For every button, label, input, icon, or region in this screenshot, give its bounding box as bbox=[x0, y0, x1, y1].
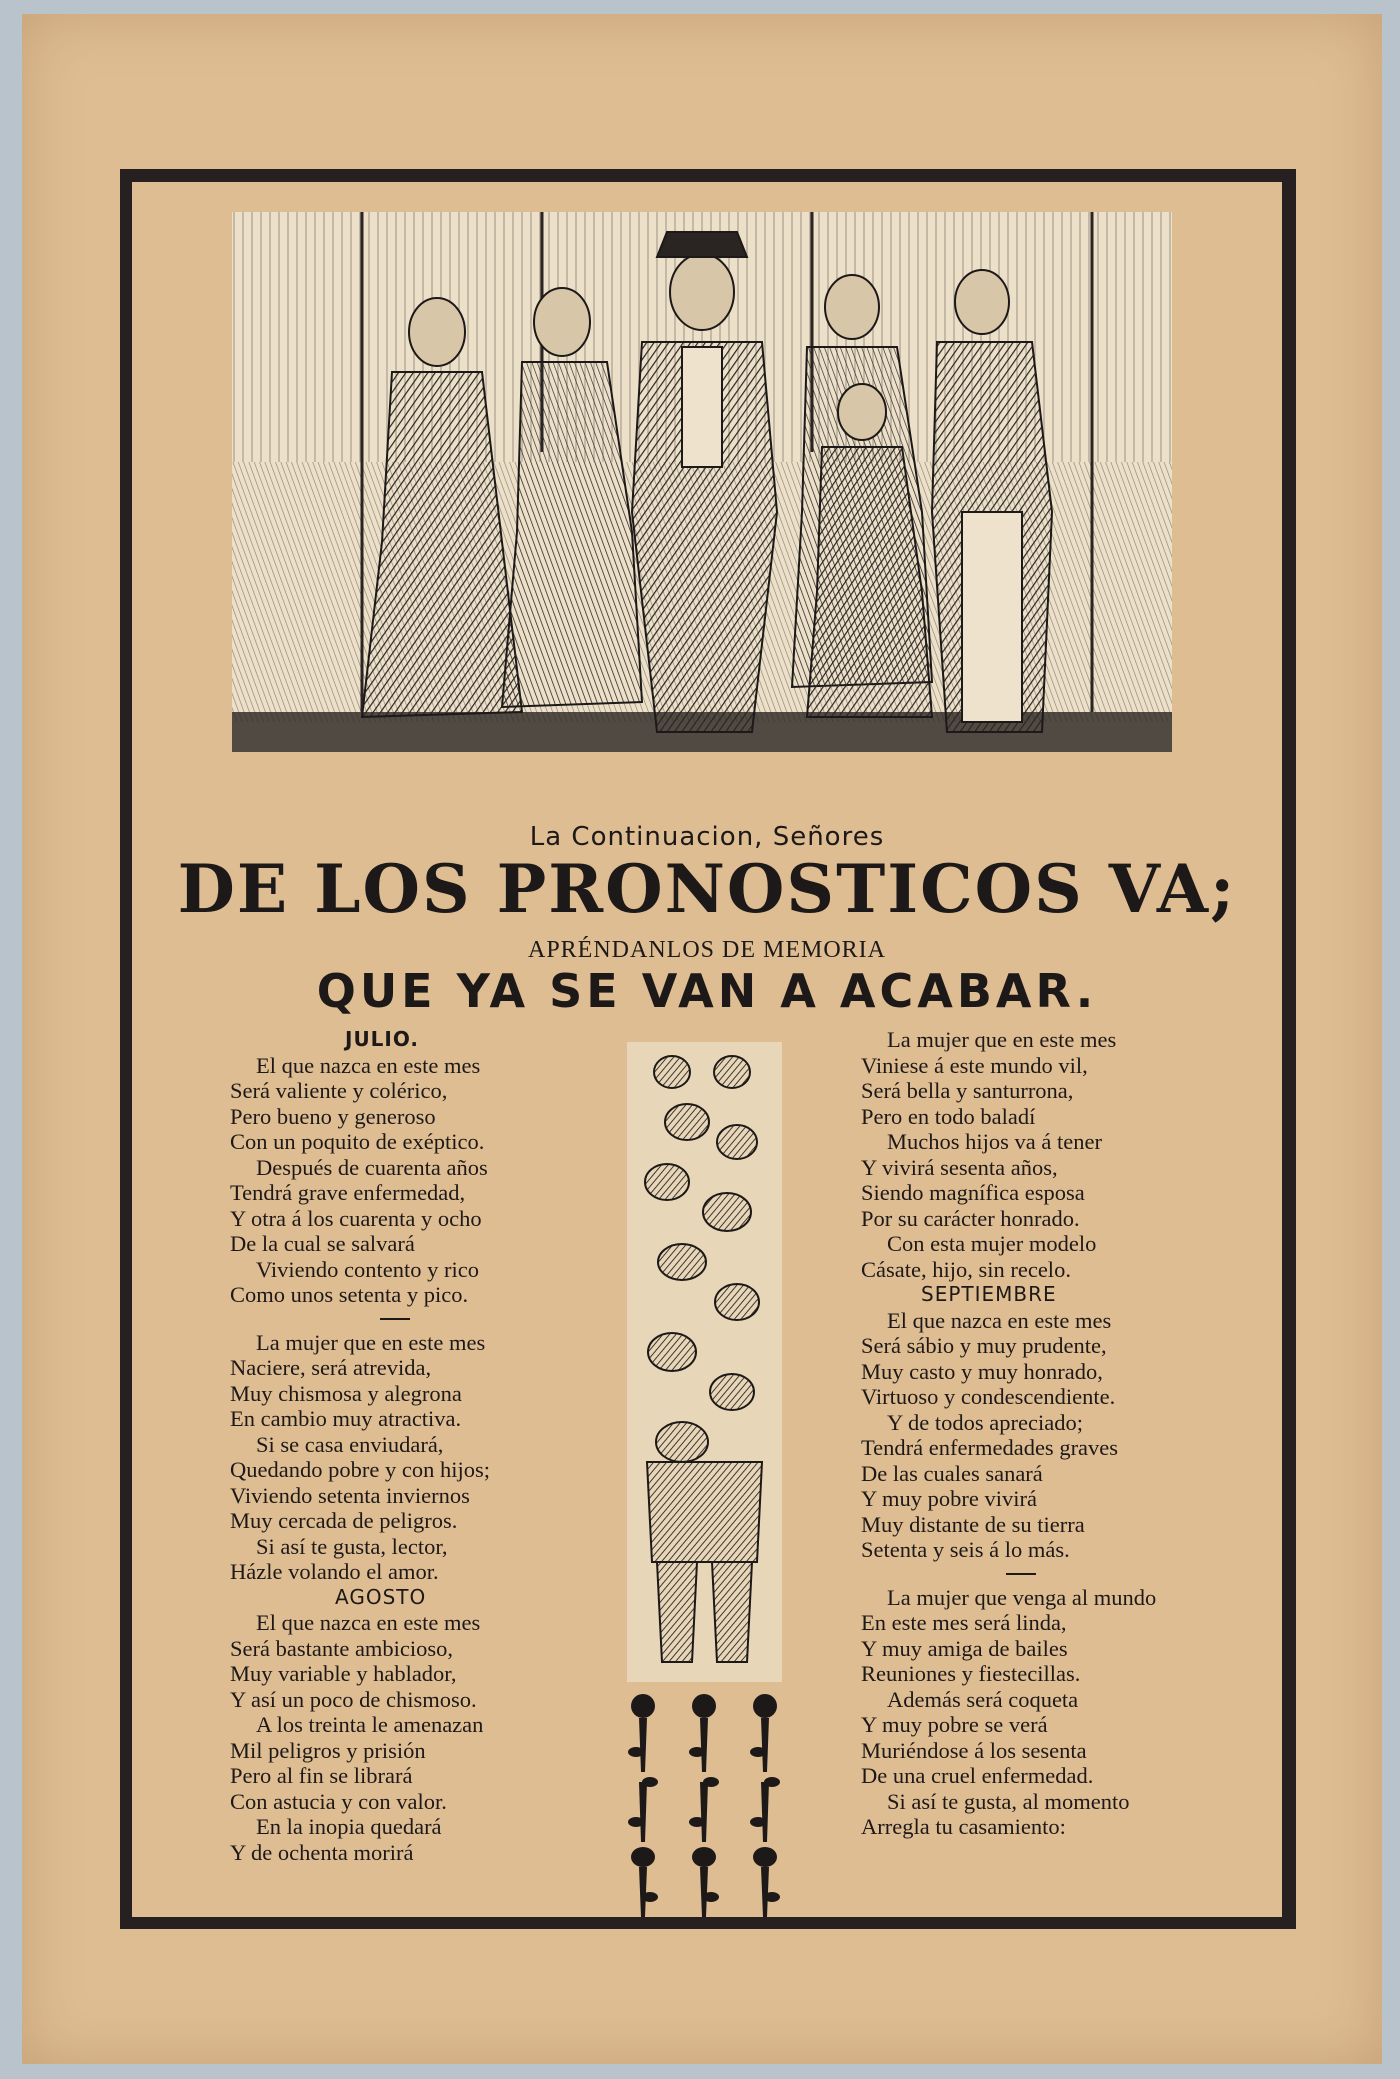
month-heading-julio: JULIO. bbox=[345, 1027, 420, 1051]
verse-line: Será valiente y colérico, bbox=[230, 1078, 448, 1103]
verse-line: De las cuales sanará bbox=[861, 1460, 1043, 1486]
verse-line: Muy casto y muy honrado, bbox=[861, 1358, 1103, 1384]
verse-line: En este mes será linda, bbox=[861, 1610, 1067, 1635]
stanza-divider bbox=[861, 1571, 1301, 1581]
verse-line: Siendo magnífica esposa bbox=[861, 1180, 1085, 1205]
verse-line: En la inopia quedará bbox=[256, 1814, 442, 1839]
verse-line: Con astucia y con valor. bbox=[230, 1788, 447, 1814]
memory-line: APRÉNDANLOS DE MEMORIA bbox=[527, 937, 886, 963]
verse-line: Y otra á los cuarenta y ocho bbox=[230, 1205, 482, 1231]
verse-line: Será bastante ambicioso, bbox=[230, 1635, 454, 1661]
verse-line: Muy chismosa y alegrona bbox=[230, 1380, 462, 1406]
verse-line: Muy cercada de peligros. bbox=[230, 1508, 458, 1533]
verse-line: Con esta mujer modelo bbox=[887, 1231, 1097, 1256]
woodcut-family-illustration bbox=[232, 212, 1172, 752]
verse-line: Y muy pobre vivirá bbox=[861, 1486, 1038, 1511]
verse-line: Si así te gusta, lector, bbox=[256, 1533, 448, 1559]
verse-line: Y así un poco de chismoso. bbox=[230, 1686, 477, 1712]
floral-ornament-icon bbox=[746, 1692, 784, 1917]
verse-line: Y de todos apreciado; bbox=[887, 1409, 1083, 1435]
verse-line: Quedando pobre y con hijos; bbox=[230, 1457, 490, 1482]
verse-line: Muy distante de su tierra bbox=[861, 1511, 1085, 1537]
verse-line: Con un poquito de exéptico. bbox=[230, 1129, 485, 1154]
verse-line: Muriéndose á los sesenta bbox=[861, 1737, 1087, 1763]
verse-line: Pero en todo baladí bbox=[861, 1103, 1036, 1129]
verse-line: Reuniones y fiestecillas. bbox=[861, 1661, 1081, 1686]
verse-line: La mujer que en este mes bbox=[887, 1027, 1117, 1052]
floral-ornament-icon bbox=[685, 1692, 723, 1917]
verse-line: Será sábio y muy prudente, bbox=[861, 1333, 1107, 1358]
month-heading-septiembre: SEPTIEMBRE bbox=[921, 1282, 1057, 1306]
broadside-sheet bbox=[22, 14, 1382, 2064]
verse-line: Házle volando el amor. bbox=[230, 1559, 439, 1584]
floral-ornament-icon bbox=[624, 1692, 662, 1917]
woodcut-crowd-illustration bbox=[627, 1042, 782, 1682]
verse-line: Además será coqueta bbox=[887, 1686, 1079, 1712]
left-verse-column bbox=[230, 1027, 670, 1865]
verse-line: Muchos hijos va á tener bbox=[887, 1129, 1102, 1154]
verse-line: La mujer que venga al mundo bbox=[887, 1584, 1157, 1610]
verse-line: El que nazca en este mes bbox=[887, 1307, 1112, 1333]
broadside-title: DE LOS PRONOSTICOS VA; bbox=[177, 850, 1237, 928]
verse-line: Viviendo setenta inviernos bbox=[230, 1482, 470, 1508]
verse-line: Viviendo contento y rico bbox=[256, 1256, 479, 1282]
verse-line: La mujer que en este mes bbox=[256, 1329, 486, 1355]
verse-line: Pero al fin se librará bbox=[230, 1763, 413, 1788]
verse-line: En cambio muy atractiva. bbox=[230, 1406, 462, 1431]
verse-line: Mil peligros y prisión bbox=[230, 1737, 426, 1763]
stanza-divider bbox=[230, 1316, 670, 1326]
verse-line: Tendrá enfermedades graves bbox=[861, 1435, 1119, 1460]
verse-line: Y muy pobre se verá bbox=[861, 1712, 1048, 1737]
verse-line: Si así te gusta, al momento bbox=[887, 1788, 1130, 1814]
verse-line: A los treinta le amenazan bbox=[256, 1712, 484, 1737]
verse-line: Y vivirá sesenta años, bbox=[861, 1154, 1058, 1180]
verse-line: Por su carácter honrado. bbox=[861, 1205, 1080, 1231]
verse-line: Y de ochenta morirá bbox=[230, 1839, 414, 1865]
verse-line: De una cruel enfermedad. bbox=[861, 1763, 1094, 1788]
verse-line: Virtuoso y condescendiente. bbox=[861, 1384, 1116, 1409]
verse-line: Setenta y seis á lo más. bbox=[861, 1537, 1070, 1562]
verse-line: Tendrá grave enfermedad, bbox=[230, 1180, 466, 1205]
verse-line: Viniese á este mundo vil, bbox=[861, 1052, 1088, 1078]
verse-line: El que nazca en este mes bbox=[256, 1052, 481, 1078]
verse-line: Como unos setenta y pico. bbox=[230, 1282, 469, 1307]
verse-line: El que nazca en este mes bbox=[256, 1610, 481, 1635]
verse-line: Muy variable y hablador, bbox=[230, 1661, 457, 1686]
month-heading-agosto: AGOSTO bbox=[335, 1584, 427, 1609]
verse-line: Y muy amiga de bailes bbox=[861, 1635, 1068, 1661]
printed-frame bbox=[120, 169, 1296, 1929]
verse-line: Será bella y santurrona, bbox=[861, 1078, 1074, 1103]
verse-line: Después de cuarenta años bbox=[256, 1154, 488, 1180]
right-verse-column bbox=[861, 1027, 1301, 1840]
verse-line: Naciere, será atrevida, bbox=[230, 1355, 432, 1380]
verse-line: Arregla tu casamiento: bbox=[861, 1814, 1066, 1839]
verse-line: Pero bueno y generoso bbox=[230, 1103, 436, 1129]
verse-line: Si se casa enviudará, bbox=[256, 1431, 444, 1457]
broadside-subtitle: La Continuacion, Señores bbox=[529, 822, 885, 852]
verse-line: De la cual se salvará bbox=[230, 1231, 415, 1256]
verse-line: Cásate, hijo, sin recelo. bbox=[861, 1256, 1071, 1282]
ending-line: QUE YA SE VAN A ACABAR. bbox=[316, 964, 1098, 1018]
